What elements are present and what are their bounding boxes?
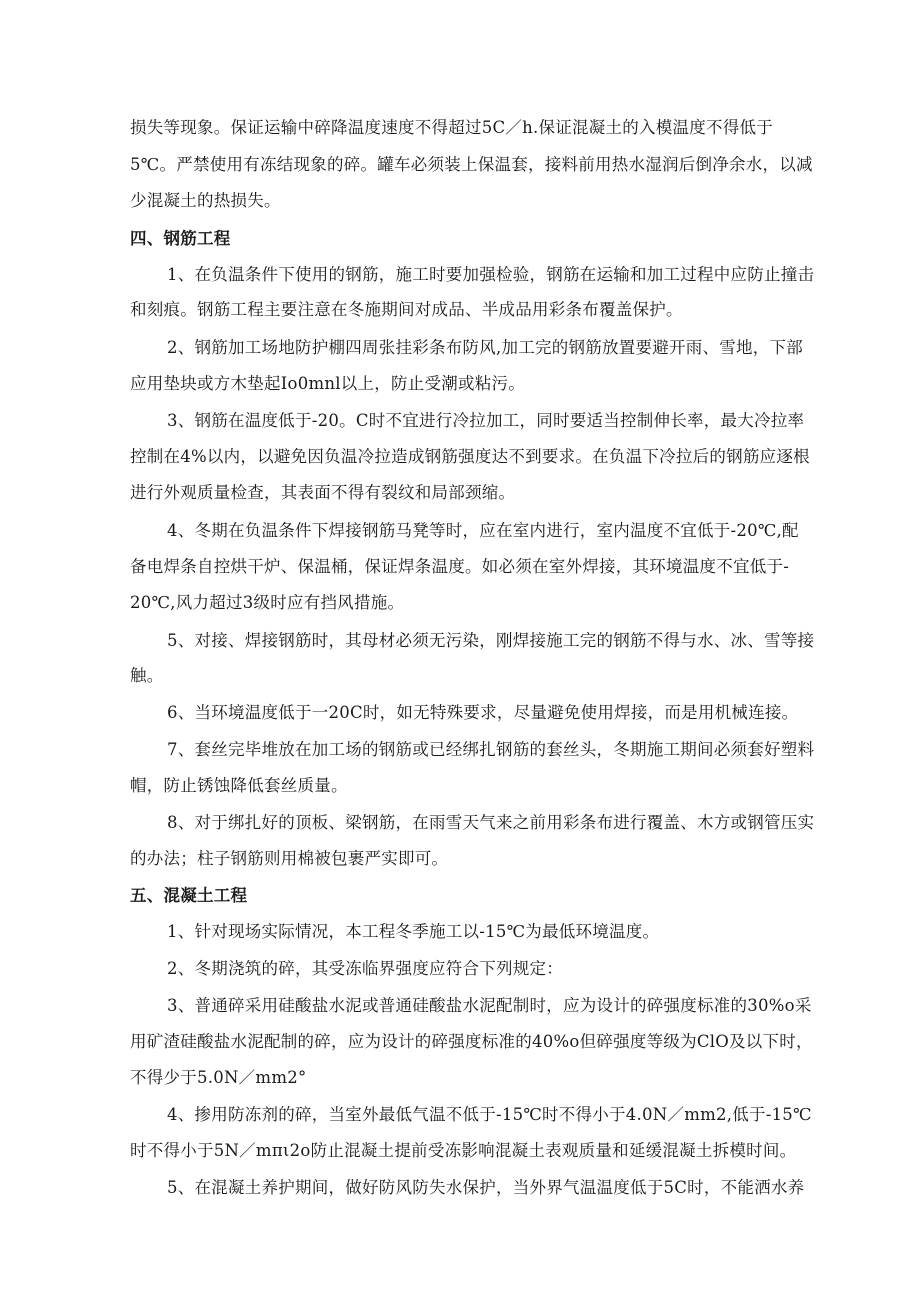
paragraph-line: 4、冬期在负温条件下焊接钢筋马凳等时，应在室内进行，室内温度不宜低于-20℃,配	[167, 521, 799, 540]
paragraph-line: 3、普通碎采用硅酸盐水泥或普通硅酸盐水泥配制时，应为设计的碎强度标准的30%o采	[167, 996, 812, 1015]
section-heading-steel: 四、钢筋工程	[130, 229, 231, 248]
paragraph-line: 1、在负温条件下使用的钢筋，施工时要加强检验，钢筋在运输和加工过程中应防止撞击	[167, 265, 815, 284]
text-line: 损失等现象。保证运输中碎降温度速度不得超过5C／h.保证混凝土的入模温度不得低于	[130, 118, 773, 137]
text-line: 用矿渣硅酸盐水泥配制的碎，应为设计的碎强度标准的40%o但碎强度等级为ClO及以下时，	[130, 1032, 813, 1051]
paragraph-line: 1、针对现场实际情况，本工程冬季施工以-15℃为最低环境温度。	[167, 922, 660, 941]
paragraph-line: 6、当环境温度低于一20C时，如无特殊要求，尽量避免使用焊接，而是用机械连接。	[167, 703, 799, 722]
text-line: 进行外观质量检查，其表面不得有裂纹和局部颈缩。	[130, 483, 516, 502]
paragraph-line: 2、冬期浇筑的碎，其受冻临界强度应符合下列规定：	[167, 959, 563, 978]
paragraph-line: 3、钢筋在温度低于-20。C时不宜进行冷拉加工，同时要适当控制伸长率，最大冷拉率	[167, 411, 805, 430]
text-line: 触。	[130, 666, 164, 685]
paragraph-line: 7、套丝完毕堆放在加工场的钢筋或已经绑扎钢筋的套丝头，冬期施工期间必须套好塑料	[167, 740, 815, 759]
text-line: 时不得小于5N／mπι2o防止混凝土提前受冻影响混凝土表观质量和延缓混凝土拆模时间。	[130, 1141, 797, 1160]
text-line: 5℃。严禁使用有冻结现象的碎。罐车必须装上保温套，接料前用热水湿润后倒净余水，以减	[130, 155, 813, 174]
text-line: 帽，防止锈蚀降低套丝质量。	[130, 776, 348, 795]
paragraph-line: 8、对于绑扎好的顶板、梁钢筋，在雨雪天气来之前用彩条布进行覆盖、木方或钢管压实	[167, 813, 815, 832]
paragraph-line: 4、掺用防冻剂的碎，当室外最低气温不低于-15℃时不得小于4.0N／mm2,低于-15℃	[167, 1105, 812, 1124]
text-line: 的办法；柱子钢筋则用棉被包裹严实即可。	[130, 849, 449, 868]
paragraph-line: 2、钢筋加工场地防护棚四周张挂彩条布防风,加工完的钢筋放置要避开雨、雪地，下部	[167, 338, 803, 357]
text-line: 备电焊条自控烘干炉、保温桶，保证焊条温度。如必须在室外焊接，其环境温度不宜低于-	[130, 557, 790, 576]
text-line: 和刻痕。钢筋工程主要注意在冬施期间对成品、半成品用彩条布覆盖保护。	[130, 300, 683, 319]
text-line: 20℃,风力超过3级时应有挡风措施。	[130, 593, 405, 612]
paragraph-line: 5、对接、焊接钢筋时，其母材必须无污染，刚焊接施工完的钢筋不得与水、冰、雪等接	[167, 631, 815, 650]
paragraph-line: 5、在混凝土养护期间，做好防风防失水保护，当外界气温温度低于5C时，不能洒水养	[167, 1178, 805, 1197]
text-line: 控制在4%以内，以避免因负温冷拉造成钢筋强度达不到要求。在负温下冷拉后的钢筋应逐根	[130, 447, 810, 466]
section-heading-concrete: 五、混凝土工程	[130, 886, 248, 905]
text-line: 应用垫块或方木垫起Io0mnl以上，防止受潮或粘污。	[130, 374, 525, 393]
text-line: 不得少于5.0N／mm2°	[130, 1068, 307, 1087]
text-line: 少混凝土的热损失。	[130, 191, 281, 210]
